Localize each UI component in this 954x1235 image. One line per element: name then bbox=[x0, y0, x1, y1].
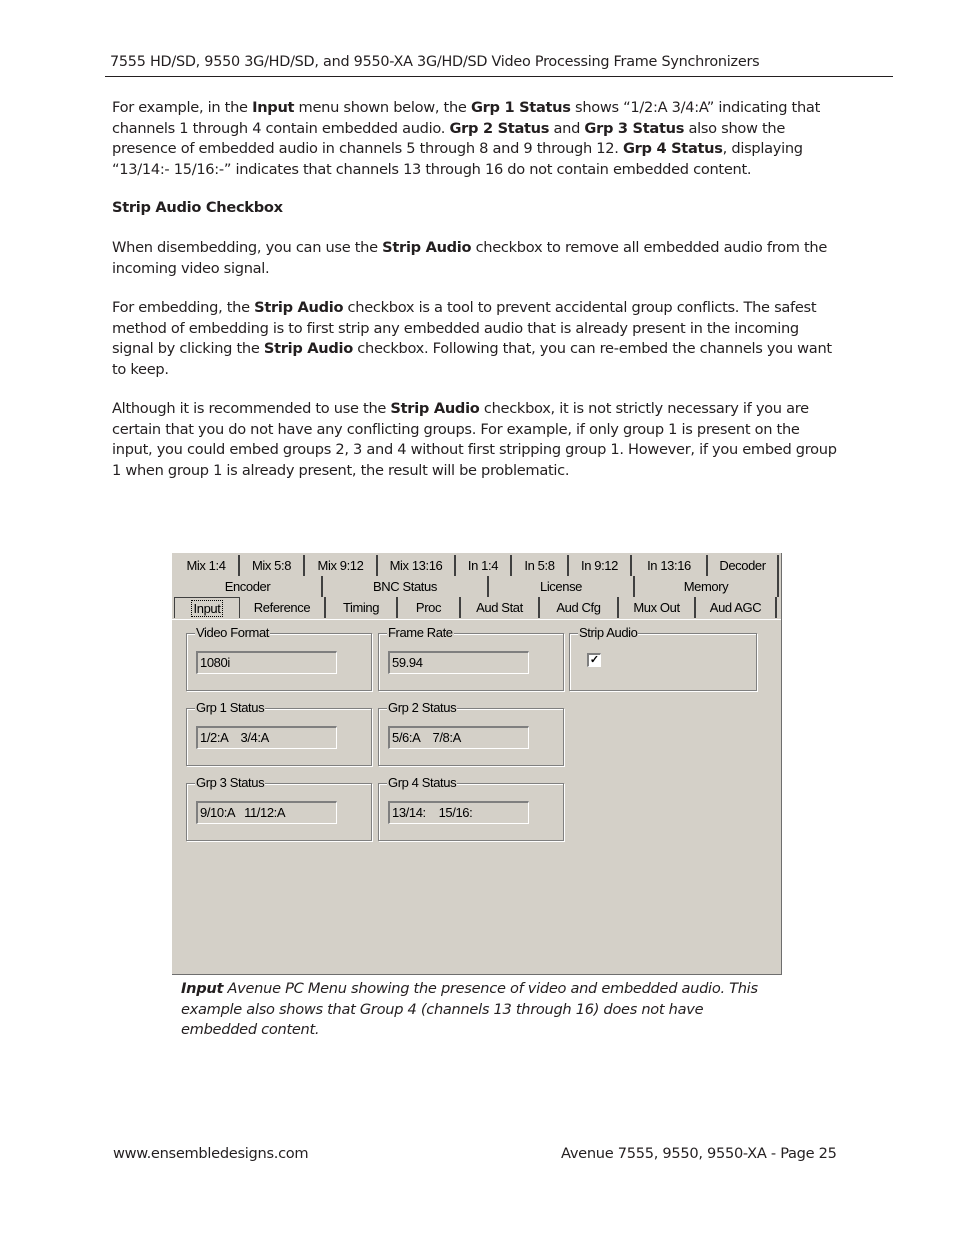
text-run: For embedding, the bbox=[112, 299, 255, 316]
recommendation-paragraph bbox=[112, 399, 842, 482]
text-run: also show the presence of embedded audio in channels 5 through 8 and 9 through 12. bbox=[112, 119, 786, 158]
tab-label: Decoder bbox=[719, 558, 766, 573]
grp1-status-label: Grp 1 Status bbox=[196, 700, 265, 715]
bold-term: Strip Audio bbox=[382, 239, 472, 256]
bold-term: Grp 2 Status bbox=[449, 119, 550, 137]
tab-row-2 bbox=[174, 576, 779, 597]
strip-audio-checkbox[interactable]: ✓ bbox=[587, 653, 601, 667]
tab-aud-agc[interactable] bbox=[696, 597, 777, 618]
tab-label: In 9:12 bbox=[581, 558, 618, 573]
tab-label: Aud Stat bbox=[476, 600, 523, 615]
bold-term: Grp 3 Status bbox=[584, 119, 685, 137]
header-rule bbox=[105, 76, 893, 77]
bold-term: Grp 4 Status bbox=[622, 140, 723, 158]
tab-label: Timing bbox=[342, 600, 380, 615]
tab-in-13-16[interactable] bbox=[632, 555, 708, 576]
video-format-label: Video Format bbox=[196, 625, 269, 640]
text-run: checkbox is a tool to prevent accidental group conflicts. The safest method of embedding is to first strip any embedded audio that is already present in the incoming signal by clicking the bbox=[112, 299, 817, 358]
tab-label: In 5:8 bbox=[524, 558, 555, 573]
frame-rate-field[interactable]: 59.94 bbox=[388, 651, 529, 674]
tab-label: In 13:16 bbox=[647, 558, 691, 573]
text-run: For example, in the bbox=[112, 99, 253, 116]
tab-input[interactable] bbox=[174, 597, 240, 618]
tab-bnc-status[interactable] bbox=[323, 576, 489, 597]
tab-memory[interactable] bbox=[635, 576, 779, 597]
tab-label: Mix 5:8 bbox=[251, 558, 292, 573]
tab-aud-cfg[interactable] bbox=[540, 597, 619, 618]
caption-text: Avenue PC Menu showing the presence of video and embedded audio. This example also shows that Group 4 (channels 13 through 16) does not have embedded content. bbox=[181, 980, 758, 1039]
bold-term: Strip Audio bbox=[390, 400, 480, 417]
tab-row-1 bbox=[174, 555, 779, 576]
grp1-status-group bbox=[186, 700, 372, 766]
tab-label: License bbox=[539, 579, 582, 594]
tab-label: Input bbox=[193, 601, 221, 616]
tab-proc[interactable] bbox=[398, 597, 461, 618]
text-run: checkbox. Following that, you can re-embed the channels you want to keep. bbox=[112, 340, 832, 379]
tab-label: Reference bbox=[253, 600, 311, 615]
tab-mix-9-12[interactable] bbox=[305, 555, 378, 576]
frame-rate-group bbox=[378, 625, 564, 691]
grp2-status-group bbox=[378, 700, 564, 766]
grp3-status-label: Grp 3 Status bbox=[196, 775, 265, 790]
tab-in-9-12[interactable] bbox=[569, 555, 632, 576]
text-run: When disembedding, you can use the bbox=[112, 239, 383, 256]
tab-label: In 1:4 bbox=[467, 558, 499, 573]
tab-reference[interactable] bbox=[240, 597, 326, 618]
grp4-status-label: Grp 4 Status bbox=[388, 775, 457, 790]
video-format-group bbox=[186, 625, 372, 691]
tab-label: Mix 1:4 bbox=[186, 558, 226, 573]
tab-label: Proc bbox=[415, 600, 442, 615]
disembedding-paragraph bbox=[112, 238, 842, 279]
footer-page-label: Avenue 7555, 9550, 9550-XA - Page 25 bbox=[561, 1145, 837, 1162]
caption-menu-name: Input bbox=[181, 980, 224, 997]
tab-aud-stat[interactable] bbox=[461, 597, 540, 618]
avenue-pc-input-menu-screenshot bbox=[172, 553, 782, 975]
grp2-status-label: Grp 2 Status bbox=[388, 700, 457, 715]
tab-content-top-edge bbox=[172, 619, 781, 620]
figure-caption bbox=[181, 979, 771, 1041]
tab-label: Encoder bbox=[224, 579, 271, 594]
bold-term: Strip Audio bbox=[263, 340, 353, 358]
tab-timing[interactable] bbox=[326, 597, 398, 618]
strip-audio-group bbox=[569, 625, 757, 691]
grp3-status-field[interactable]: 9/10:A 11/12:A bbox=[196, 801, 337, 824]
video-format-field[interactable]: 1080i bbox=[196, 651, 337, 674]
strip-audio-label: Strip Audio bbox=[579, 625, 638, 640]
bold-term: Strip Audio bbox=[254, 299, 344, 316]
intro-paragraph bbox=[112, 98, 842, 181]
tab-label: Memory bbox=[683, 579, 729, 594]
running-header-title: 7555 HD/SD, 9550 3G/HD/SD, and 9550-XA 3G/HD/SD Video Processing Frame Synchronizers bbox=[110, 54, 760, 70]
frame-rate-label: Frame Rate bbox=[388, 625, 453, 640]
tab-label: Mix 9:12 bbox=[317, 558, 364, 573]
tab-label: Mux Out bbox=[633, 600, 680, 615]
section-heading: Strip Audio Checkbox bbox=[112, 199, 283, 216]
bold-term: Input bbox=[252, 99, 295, 116]
footer-website[interactable]: www.ensembledesigns.com bbox=[113, 1145, 309, 1162]
text-run: Although it is recommended to use the bbox=[112, 400, 391, 417]
tab-label: Aud AGC bbox=[709, 600, 762, 615]
tab-mix-13-16[interactable] bbox=[378, 555, 456, 576]
tab-label: Mix 13:16 bbox=[389, 558, 443, 573]
text-run: , displaying “13/14:- 15/16:-” indicates that channels 13 through 16 do not contain embedded content. bbox=[112, 140, 803, 179]
tab-decoder[interactable] bbox=[708, 555, 779, 576]
tab-encoder[interactable] bbox=[174, 576, 323, 597]
text-run: checkbox, it is not strictly necessary if you are certain that you do not have any conflicting groups. For example, if only group 1 is present on the input, you could embed groups 2, 3 and 4 without first stripping group 1. However, if you embed group 1 when group 1 is already present, the result will be problematic. bbox=[112, 400, 837, 480]
grp2-status-field[interactable]: 5/6:A 7/8:A bbox=[388, 726, 529, 749]
text-run: shows “1/2:A 3/4:A” indicating that channels 1 through 4 contain embedded audio. bbox=[112, 99, 820, 137]
tab-mix-5-8[interactable] bbox=[240, 555, 305, 576]
tab-label: BNC Status bbox=[373, 579, 437, 594]
tab-mux-out[interactable] bbox=[619, 597, 696, 618]
tab-license[interactable] bbox=[489, 576, 635, 597]
text-run: menu shown below, the bbox=[294, 99, 471, 116]
bold-term: Grp 1 Status bbox=[470, 99, 571, 116]
embedding-paragraph bbox=[112, 298, 842, 381]
tab-in-5-8[interactable] bbox=[512, 555, 569, 576]
tab-label: Aud Cfg bbox=[556, 600, 601, 615]
tab-row-3 bbox=[174, 597, 777, 618]
grp4-status-field[interactable]: 13/14: 15/16: bbox=[388, 801, 529, 824]
tab-mix-1-4[interactable] bbox=[174, 555, 240, 576]
grp1-status-field[interactable]: 1/2:A 3/4:A bbox=[196, 726, 337, 749]
grp4-status-group bbox=[378, 775, 564, 841]
tab-in-1-4[interactable] bbox=[456, 555, 512, 576]
grp3-status-group bbox=[186, 775, 372, 841]
text-run: and bbox=[549, 119, 585, 137]
text-run: checkbox to remove all embedded audio from the incoming video signal. bbox=[112, 239, 828, 277]
